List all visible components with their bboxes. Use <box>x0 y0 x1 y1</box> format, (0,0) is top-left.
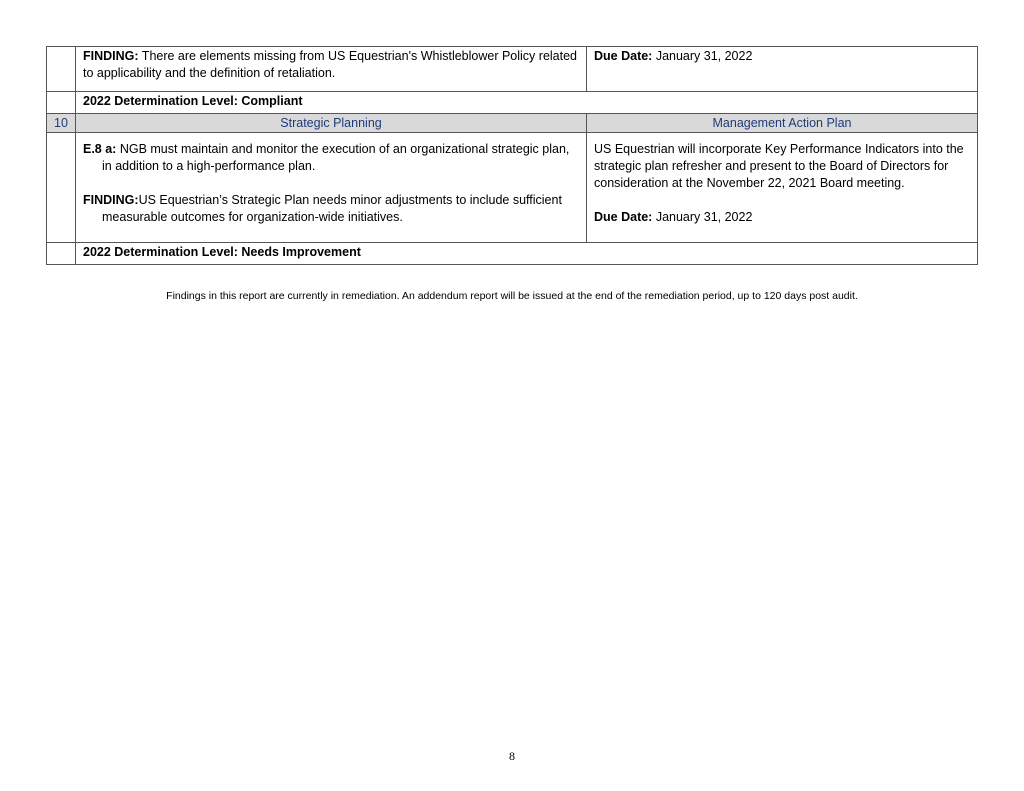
action-plan-text: US Equestrian will incorporate Key Performance Indicators into the strategic plan refresher and present to the Board of Directors for consideration at the November 22, 2021 Board meeting. <box>594 142 964 190</box>
due-date-label: Due Date: <box>594 49 653 63</box>
finding-label: FINDING: <box>83 193 139 207</box>
due-date-value: January 31, 2022 <box>652 49 753 63</box>
determination-row <box>47 92 978 114</box>
finding-label: FINDING: <box>83 49 139 63</box>
page-number: 8 <box>509 749 515 763</box>
finding-text-block: FINDING:US Equestrian’s Strategic Plan needs minor adjustments to include sufficient measurable outcomes for organization-wide initiatives. <box>83 193 562 224</box>
requirement-cell <box>76 133 587 243</box>
determination-level: 2022 Determination Level: Compliant <box>76 92 978 114</box>
due-date-value: January 31, 2022 <box>652 210 753 224</box>
due-date-cell <box>587 47 978 92</box>
action-plan-cell <box>587 133 978 243</box>
audit-findings-table <box>46 46 978 265</box>
due-date <box>594 209 970 226</box>
action-plan-header: Management Action Plan <box>587 114 978 133</box>
finding-cell <box>76 47 587 92</box>
determination-row <box>47 243 978 265</box>
due-date-label: Due Date: <box>594 210 653 224</box>
footnote: Findings in this report are currently in remediation. An addendum report will be issued at the end of the remediation period, up to 120 days post audit. <box>166 290 858 302</box>
requirement-text: E.8 a: NGB must maintain and monitor the execution of an organizational strategic plan, in addition to a high-performance plan. <box>83 142 570 173</box>
requirement-label: E.8 a: <box>83 142 117 156</box>
item-number-cell <box>47 47 76 92</box>
previous-finding-row <box>47 47 978 92</box>
section-header-row <box>47 114 978 133</box>
strategic-planning-row <box>47 133 978 243</box>
item-number: 10 <box>47 114 76 133</box>
determination-level: 2022 Determination Level: Needs Improvement <box>76 243 978 265</box>
section-title: Strategic Planning <box>76 114 587 133</box>
finding-text: There are elements missing from US Equestrian's Whistleblower Policy related to applicability and the definition of retaliation. <box>83 49 578 80</box>
